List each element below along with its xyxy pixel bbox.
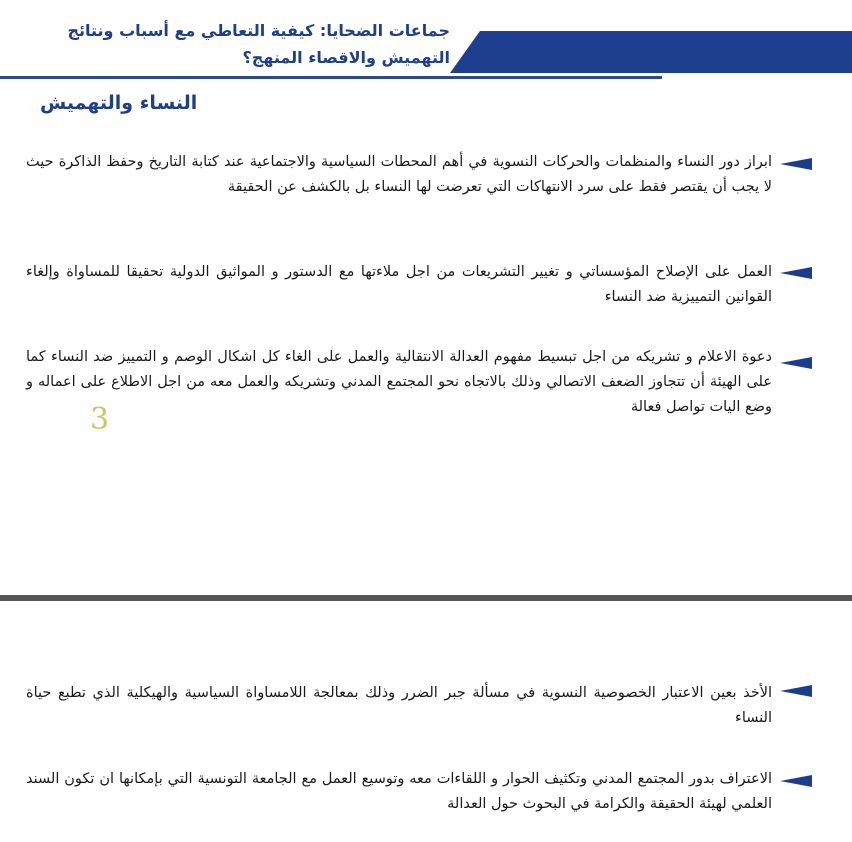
bullet-item: الأخذ بعين الاعتبار الخصوصية النسوية في مسألة جبر الضرر وذلك بمعالجة اللامساواة السياسية والهيكلية الذي تطبع حياة النساء	[26, 685, 772, 726]
page-number: 3	[90, 402, 110, 437]
bullet-arrow-icon	[780, 357, 812, 369]
header-band	[450, 31, 852, 73]
section-title: النساء والتهميش	[40, 92, 198, 114]
page-divider	[0, 595, 852, 601]
bullet-item: الاعتراف بدور المجتمع المدني وتكثيف الحوار و اللقاءات معه وتوسيع العمل مع الجامعة التونسية التي بإمكانها ان تكون السند العلمي لهيئة الحقيقة والكرامة في البحوث حول العدالة	[26, 771, 772, 812]
bullet-item: ابراز دور النساء والمنظمات والحركات النسوية في أهم المحطات السياسية والاجتماعية عند كتابة التاريخ وحفظ الذاكرة حيث لا يجب أن يقتصر فقط على سرد الانتهاكات التي تعرضت لها النساء بل بالكشف عن الحقيقة	[26, 154, 772, 195]
bullet-arrow-icon	[780, 267, 812, 279]
bullet-arrow-icon	[780, 685, 812, 697]
bullet-item: العمل على الإصلاح المؤسساتي و تغيير التشريعات من اجل ملاءتها مع الدستور و المواثيق الدولية تحقيقا للمساواة وإلغاء القوانين التمييزية ضد النساء	[26, 264, 772, 305]
bullet-item: دعوة الاعلام و تشريكه من اجل تبسيط مفهوم العدالة الانتقالية والعمل على الغاء كل اشكال الوصم و التمييز ضد النساء كما على الهيئة أن تتجاوز الضعف الاتصالي وذلك بالاتجاه نحو المجتمع المدني وتشريكه والعمل معه من اجل الاطلاع على اعماله و وضع اليات تواصل فعالة	[26, 349, 772, 415]
bullet-arrow-icon	[780, 775, 812, 787]
page-title: جماعات الضحايا: كيفية التعاطي مع أسباب ونتائج التهميش والاقصاء المنهج؟	[67, 21, 450, 67]
bullet-arrow-icon	[780, 158, 812, 170]
header-rule	[0, 76, 662, 79]
